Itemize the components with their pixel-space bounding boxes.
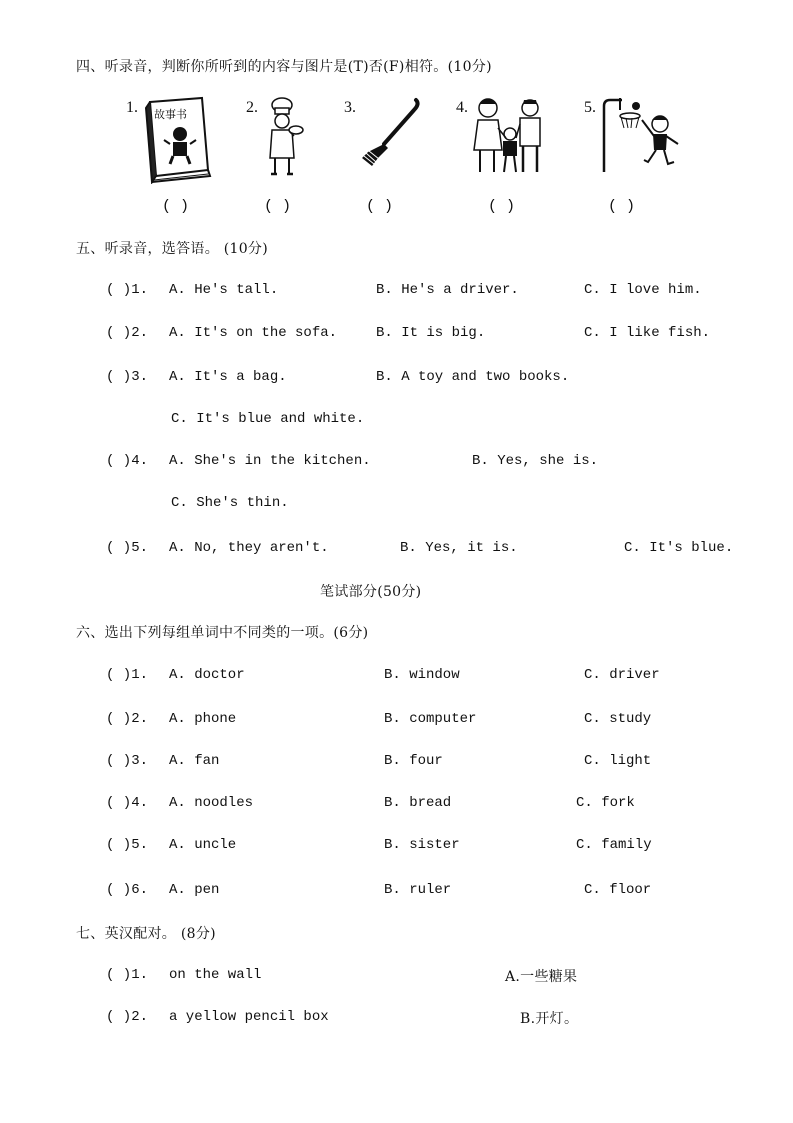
s6-q1-prefix[interactable]: ( )1. <box>106 667 149 683</box>
picture-1-answer-blank[interactable]: ( ) <box>162 198 190 215</box>
s5-q1-option-b: B. He's a driver. <box>376 282 519 298</box>
s6-q6-option-c: C. floor <box>584 882 652 898</box>
s6-q2-option-c: C. study <box>584 711 652 727</box>
s6-q4-option-a: A. noodles <box>169 795 254 811</box>
picture-1-number: 1. <box>126 99 138 116</box>
section6-heading: 六、选出下列每组单词中不同类的一项。(6分) <box>76 625 369 641</box>
s6-q1-option-a: A. doctor <box>169 667 245 683</box>
s7-option-a-chinese: A.一些糖果 <box>505 969 578 985</box>
s6-q2-option-b: B. computer <box>384 711 477 727</box>
s5-q4-option-a: A. She's in the kitchen. <box>169 453 371 469</box>
s6-q2-option-a: A. phone <box>169 711 237 727</box>
section4-heading: 四、听录音，判断你所听到的内容与图片是(T)否(F)相符。(10分) <box>76 59 492 75</box>
written-part-title: 笔试部分(50分) <box>320 584 422 600</box>
s6-q3-option-c: C. light <box>584 753 652 769</box>
section5-heading: 五、听录音，选答语。 (10分) <box>76 241 268 257</box>
s6-q5-option-b: B. sister <box>384 837 460 853</box>
s6-q4-option-c: C. fork <box>576 795 635 811</box>
s7-q2-prefix[interactable]: ( )2. <box>106 1009 149 1025</box>
picture-5-number: 5. <box>584 99 596 116</box>
fork-picture <box>356 96 422 168</box>
s5-q1-option-c: C. I love him. <box>584 282 702 298</box>
s5-q4-option-c: C. She's thin. <box>171 495 289 511</box>
s5-q3-option-c: C. It's blue and white. <box>171 411 365 427</box>
s5-q2-option-b: B. It is big. <box>376 325 486 341</box>
s5-q5-option-a: A. No, they aren't. <box>169 540 329 556</box>
s5-q3-option-b: B. A toy and two books. <box>376 369 570 385</box>
s6-q6-option-a: A. pen <box>169 882 220 898</box>
s6-q5-prefix[interactable]: ( )5. <box>106 837 149 853</box>
s5-q2-option-a: A. It's on the sofa. <box>169 325 338 341</box>
s5-q4-option-b: B. Yes, she is. <box>472 453 599 469</box>
picture-5-answer-blank[interactable]: ( ) <box>608 198 636 215</box>
s6-q3-option-b: B. four <box>384 753 443 769</box>
story-book-picture <box>140 94 214 184</box>
s5-q3-prefix[interactable]: ( )3. <box>106 369 149 385</box>
s6-q5-option-a: A. uncle <box>169 837 237 853</box>
s6-q2-prefix[interactable]: ( )2. <box>106 711 149 727</box>
picture-3-answer-blank[interactable]: ( ) <box>366 198 394 215</box>
s5-q5-prefix[interactable]: ( )5. <box>106 540 149 556</box>
s7-q1-prefix[interactable]: ( )1. <box>106 967 149 983</box>
s5-q3-option-a: A. It's a bag. <box>169 369 287 385</box>
s7-q1-english: on the wall <box>169 967 262 983</box>
s5-q5-option-b: B. Yes, it is. <box>400 540 518 556</box>
book-title: 故事书 <box>154 108 187 121</box>
s7-q2-english: a yellow pencil box <box>169 1009 329 1025</box>
s6-q3-option-a: A. fan <box>169 753 220 769</box>
s5-q1-option-a: A. He's tall. <box>169 282 279 298</box>
family-picture <box>470 94 550 178</box>
s5-q2-prefix[interactable]: ( )2. <box>106 325 149 341</box>
s6-q6-prefix[interactable]: ( )6. <box>106 882 149 898</box>
s6-q4-prefix[interactable]: ( )4. <box>106 795 149 811</box>
s5-q5-option-c: C. It's blue. <box>624 540 734 556</box>
s6-q1-option-b: B. window <box>384 667 460 683</box>
picture-3-number: 3. <box>344 99 356 116</box>
s6-q5-option-c: C. family <box>576 837 652 853</box>
s6-q3-prefix[interactable]: ( )3. <box>106 753 149 769</box>
picture-2-number: 2. <box>246 99 258 116</box>
s5-q4-prefix[interactable]: ( )4. <box>106 453 149 469</box>
s6-q1-option-c: C. driver <box>584 667 660 683</box>
s7-option-b-chinese: B.开灯。 <box>520 1011 579 1027</box>
chef-picture <box>262 96 306 178</box>
picture-4-answer-blank[interactable]: ( ) <box>488 198 516 215</box>
s6-q6-option-b: B. ruler <box>384 882 452 898</box>
s5-q1-prefix[interactable]: ( )1. <box>106 282 149 298</box>
picture-2-answer-blank[interactable]: ( ) <box>264 198 292 215</box>
picture-4-number: 4. <box>456 99 468 116</box>
basketball-picture <box>598 96 688 174</box>
s5-q2-option-c: C. I like fish. <box>584 325 711 341</box>
s6-q4-option-b: B. bread <box>384 795 452 811</box>
section7-heading: 七、英汉配对。 (8分) <box>76 926 216 942</box>
